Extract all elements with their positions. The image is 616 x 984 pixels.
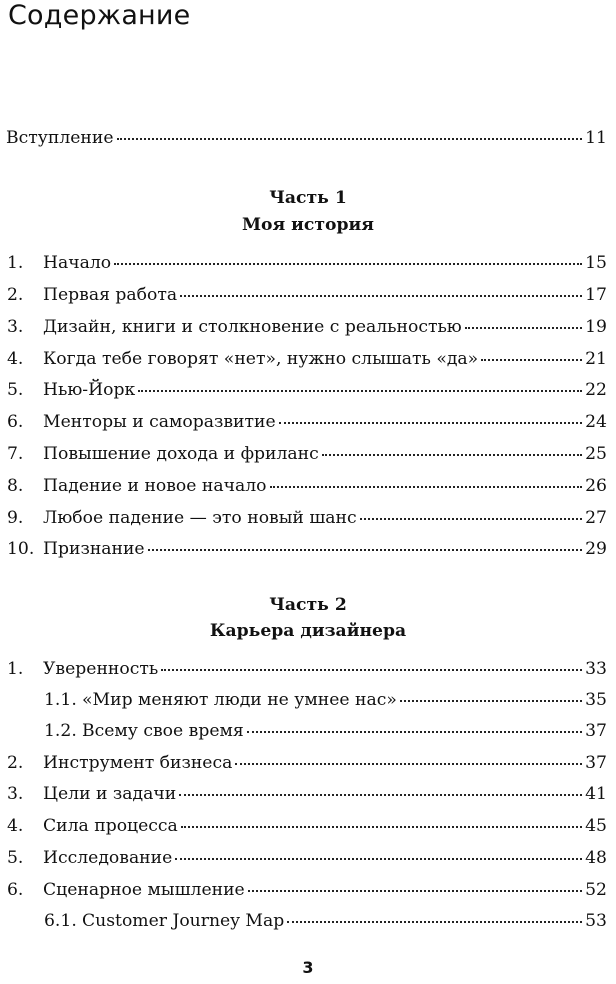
toc-entry[interactable] — [7, 749, 607, 777]
dot-leader — [360, 518, 583, 520]
toc-entry[interactable] — [7, 472, 607, 500]
toc-entry-title: «Мир меняют люди не умнее нас» — [82, 690, 397, 710]
toc-entry-number: 1.1. — [44, 690, 77, 710]
toc-entry-page: 24 — [585, 412, 607, 432]
dot-leader — [287, 921, 582, 923]
part-label: Часть 2 — [269, 595, 347, 615]
toc-entry-page: 11 — [585, 128, 607, 148]
toc-entry-title: Всему свое время — [82, 721, 244, 741]
toc-entry-number: 4. — [7, 816, 24, 836]
toc-entry-page: 19 — [585, 317, 607, 337]
dot-leader — [248, 890, 582, 892]
toc-entry-title: Цели и задачи — [43, 784, 177, 804]
toc-entry-page: 26 — [585, 476, 607, 496]
dot-leader — [235, 763, 582, 765]
toc-entry-title: Начало — [43, 253, 112, 273]
part-name: Моя история — [242, 215, 374, 235]
toc-subentry[interactable] — [44, 717, 607, 745]
toc-entry-number: 1.2. — [44, 721, 77, 741]
toc-entry[interactable] — [7, 440, 607, 468]
toc-entry[interactable] — [7, 408, 607, 436]
toc-entry-number: 6. — [7, 412, 24, 432]
toc-entry-number: 8. — [7, 476, 24, 496]
toc-entry-page: 21 — [585, 349, 607, 369]
dot-leader — [179, 794, 582, 796]
toc-entry-page: 52 — [585, 880, 607, 900]
toc-entry[interactable] — [7, 780, 607, 808]
toc-entry[interactable] — [7, 376, 607, 404]
toc-entry-number: 3. — [7, 784, 24, 804]
toc-entry[interactable] — [7, 655, 607, 683]
toc-entry[interactable] — [7, 535, 607, 563]
toc-entry-page: 29 — [585, 539, 607, 559]
toc-entry-title: Любое падение — это новый шанс — [43, 508, 357, 528]
dot-leader — [138, 390, 582, 392]
toc-entry-title: Дизайн, книги и столкновение с реальностью — [43, 317, 462, 337]
toc-entry-title: Уверенность — [43, 659, 159, 679]
part-name: Карьера дизайнера — [209, 621, 407, 641]
dot-leader — [279, 422, 582, 424]
toc-entry[interactable] — [7, 345, 607, 373]
toc-entry-title: Когда тебе говорят «нет», нужно слышать «да» — [43, 349, 479, 369]
toc-entry-page: 48 — [585, 848, 607, 868]
toc-entry-title: Исследование — [43, 848, 173, 868]
toc-entry-page: 45 — [585, 816, 607, 836]
toc-entry-title: Нью-Йорк — [43, 380, 136, 400]
toc-entry[interactable] — [7, 812, 607, 840]
dot-leader — [481, 359, 582, 361]
dot-leader — [322, 454, 582, 456]
toc-entry-title: Первая работа — [43, 285, 178, 305]
dot-leader — [161, 669, 582, 671]
toc-entry-number: 6.1. — [44, 911, 77, 931]
toc-entry[interactable] — [7, 281, 607, 309]
dot-leader — [400, 700, 582, 702]
toc-entry-page: 15 — [585, 253, 607, 273]
toc-entry-intro[interactable] — [6, 124, 607, 152]
toc-entry-number: 1. — [7, 659, 24, 679]
toc-entry-page: 33 — [585, 659, 607, 679]
toc-subentry[interactable] — [44, 907, 607, 935]
toc-entry-page: 27 — [585, 508, 607, 528]
toc-entry-title: Повышение дохода и фриланс — [43, 444, 319, 464]
dot-leader — [181, 826, 582, 828]
toc-entry-title: Вступление — [6, 128, 114, 148]
toc-entry-page: 22 — [585, 380, 607, 400]
toc-entry-page: 53 — [585, 911, 607, 931]
toc-entry-number: 10. — [7, 539, 35, 559]
dot-leader — [175, 858, 582, 860]
toc-entry-page: 35 — [585, 690, 607, 710]
toc-entry-number: 4. — [7, 349, 24, 369]
toc-entry[interactable] — [7, 249, 607, 277]
page-number: 3 — [302, 958, 314, 977]
toc-entry-title: Customer Journey Map — [82, 911, 285, 931]
toc-entry-page: 37 — [585, 721, 607, 741]
toc-entry-title: Инструмент бизнеса — [43, 753, 233, 773]
toc-entry-number: 3. — [7, 317, 24, 337]
dot-leader — [114, 263, 582, 265]
dot-leader — [148, 549, 583, 551]
toc-entry[interactable] — [7, 844, 607, 872]
toc-entry-number: 2. — [7, 285, 24, 305]
toc-entry-number: 9. — [7, 508, 24, 528]
toc-entry-page: 41 — [585, 784, 607, 804]
toc-entry-title: Признание — [43, 539, 145, 559]
page-title: Содержание — [8, 0, 191, 31]
dot-leader — [465, 327, 582, 329]
toc-entry-number: 1. — [7, 253, 24, 273]
dot-leader — [270, 486, 583, 488]
dot-leader — [117, 138, 583, 140]
toc-entry-number: 2. — [7, 753, 24, 773]
dot-leader — [180, 295, 582, 297]
toc-entry[interactable] — [7, 504, 607, 532]
toc-entry-title: Сценарное мышление — [43, 880, 245, 900]
toc-entry[interactable] — [7, 313, 607, 341]
toc-subentry[interactable] — [44, 686, 607, 714]
toc-entry-number: 5. — [7, 848, 24, 868]
toc-entry-number: 6. — [7, 880, 24, 900]
toc-entry-page: 17 — [585, 285, 607, 305]
toc-entry-title: Падение и новое начало — [43, 476, 267, 496]
part-label: Часть 1 — [269, 188, 347, 208]
toc-entry-title: Сила процесса — [43, 816, 178, 836]
toc-entry-page: 25 — [585, 444, 607, 464]
dot-leader — [247, 731, 582, 733]
toc-entry-title: Менторы и саморазвитие — [43, 412, 276, 432]
toc-entry-number: 7. — [7, 444, 24, 464]
toc-entry-number: 5. — [7, 380, 24, 400]
toc-entry[interactable] — [7, 876, 607, 904]
toc-entry-page: 37 — [585, 753, 607, 773]
